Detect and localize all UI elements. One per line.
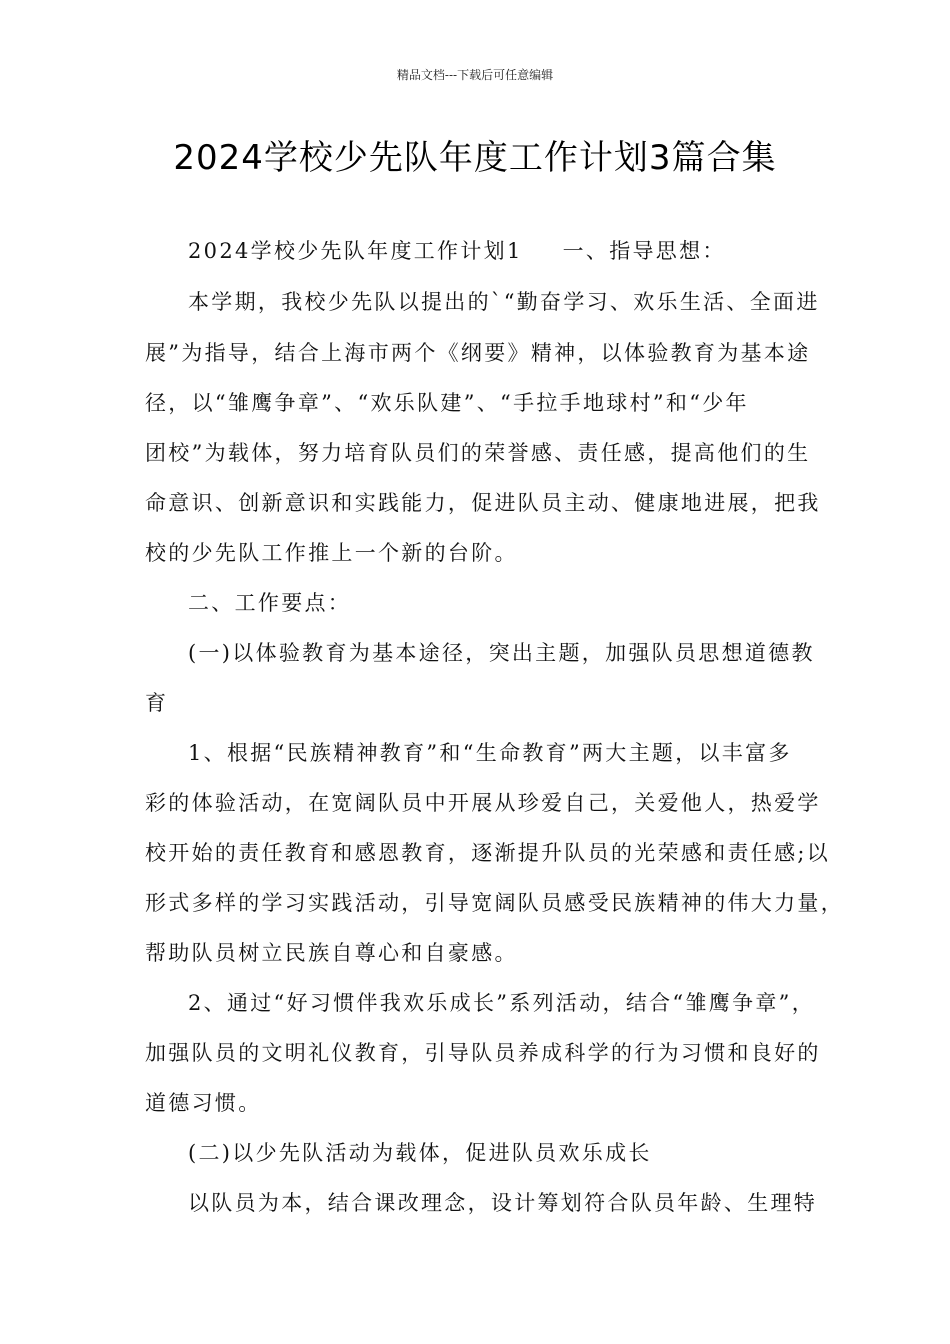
paragraph-line: 本学期，我校少先队以提出的`“勤奋学习、欢乐生活、全面进 bbox=[188, 290, 820, 314]
subsection-heading: (一)以体验教育为基本途径，突出主题，加强队员思想道德教 bbox=[188, 641, 815, 665]
paragraph-line: 校开始的责任教育和感恩教育，逐渐提升队员的光荣感和责任感;以 bbox=[145, 841, 831, 865]
paragraph-line: 团校”为载体，努力培育队员们的荣誉感、责任感，提高他们的生 bbox=[145, 441, 811, 465]
paragraph-line: 校的少先队工作推上一个新的台阶。 bbox=[145, 541, 518, 565]
paragraph-line: 帮助队员树立民族自尊心和自豪感。 bbox=[145, 941, 518, 965]
paragraph-line: 彩的体验活动，在宽阔队员中开展从珍爱自己，关爱他人，热爱学 bbox=[145, 791, 821, 815]
paragraph-line bbox=[188, 236, 835, 266]
subtitle: 2024学校少先队年度工作计划1 bbox=[188, 239, 523, 263]
paragraph-line: 2、通过“好习惯伴我欢乐成长”系列活动，结合“雏鹰争章”， bbox=[188, 991, 816, 1015]
paragraph-line: 育 bbox=[145, 691, 169, 715]
paragraph-line: 道德习惯。 bbox=[145, 1091, 262, 1115]
section-heading: 二、工作要点： bbox=[188, 591, 352, 615]
paragraph-line: 以队员为本，结合课改理念，设计筹划符合队员年龄、生理特 bbox=[188, 1191, 818, 1215]
paragraph-line: 1、根据“民族精神教育”和“生命教育”两大主题，以丰富多 bbox=[188, 741, 792, 765]
document-title: 2024学校少先队年度工作计划3篇合集 bbox=[173, 138, 777, 178]
paragraph-line: 径，以“雏鹰争章”、“欢乐队建”、“手拉手地球村”和“少年 bbox=[145, 391, 749, 415]
subsection-heading: (二)以少先队活动为载体，促进队员欢乐成长 bbox=[188, 1141, 652, 1165]
paragraph-line: 命意识、创新意识和实践能力，促进队员主动、健康地进展，把我 bbox=[145, 491, 821, 515]
paragraph-line: 展”为指导，结合上海市两个《纲要》精神，以体验教育为基本途 bbox=[145, 341, 811, 365]
paragraph-line: 加强队员的文明礼仪教育，引导队员养成科学的行为习惯和良好的 bbox=[145, 1041, 821, 1065]
paragraph-line: 形式多样的学习实践活动，引导宽阔队员感受民族精神的伟大力量， bbox=[145, 891, 844, 915]
header-note: 精品文档---下载后可任意编辑 bbox=[396, 68, 554, 82]
section-heading: 一、指导思想： bbox=[562, 239, 726, 263]
